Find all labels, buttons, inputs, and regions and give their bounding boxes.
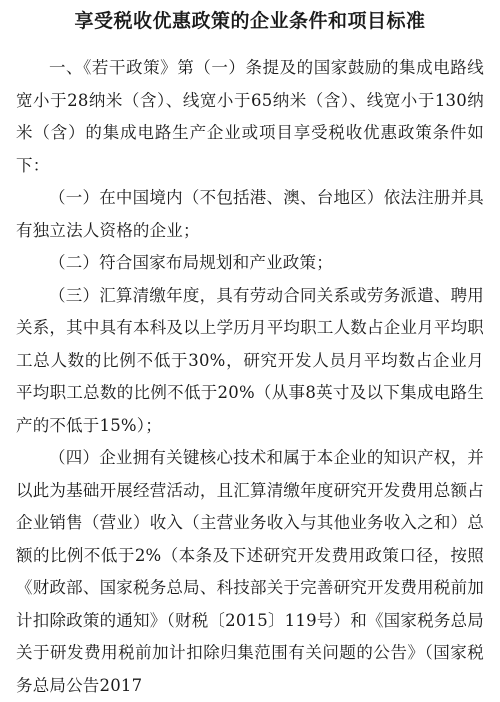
document-title: 享受税收优惠政策的企业条件和项目标准 [74,10,426,32]
paragraph-intro: 一、《若干政策》第（一）条提及的国家鼓励的集成电路线宽小于28纳米（含）、线宽小于65纳米（含）、线宽小于130纳米（含）的集成电路生产企业或项目享受税收优惠政策条件如下： [16,58,484,175]
paragraph-condition-2: （二）符合国家布局规划和产业政策； [49,253,333,272]
paragraph-condition-3: （三）汇算清缴年度，具有劳动合同关系或劳务派遣、聘用关系，其中具有本科及以上学历月平均职工人数占企业月平均职工总人数的比例不低于30%，研究开发人员月平均数占企业月平均职工总数的比例不低于20%（从事8英寸及以下集成电路生产的不低于15%）； [16,285,484,435]
paragraph-condition-1: （一）在中国境内（不包括港、澳、台地区）依法注册并具有独立法人资格的企业； [16,188,484,240]
paragraph-condition-4: （四）企业拥有关键核心技术和属于本企业的知识产权，并以此为基础开展经营活动，且汇算清缴年度研究开发费用总额占企业销售（营业）收入（主营业务收入与其他业务收入之和）总额的比例不低于2%（本条及下述研究开发费用政策口径，按照《财政部、国家税务总局、科技部关于完善研究开发费用税前加计扣除政策的通知》（财税〔2015〕119号）和《国家税务总局关于研发费用税前加计扣除归集范围有关问题的公告》（国家税务总局公告2017 [16,448,484,695]
